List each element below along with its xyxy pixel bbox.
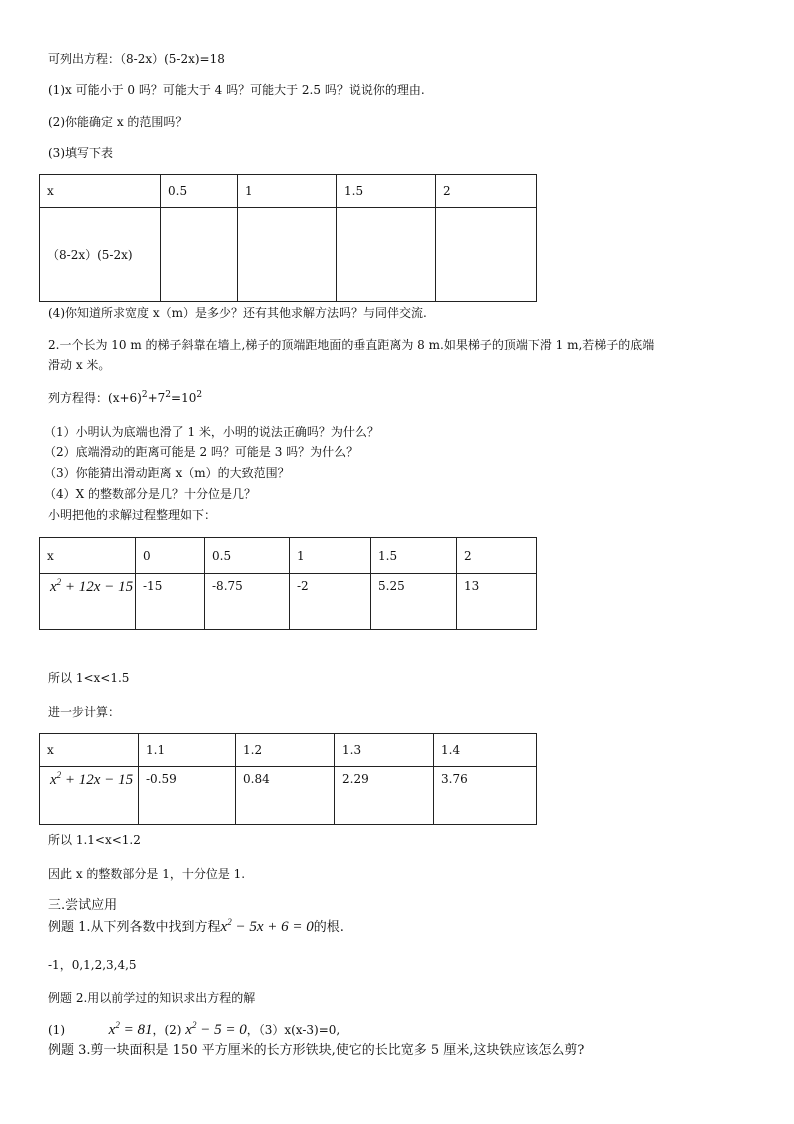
- table-value: -15: [143, 579, 163, 593]
- table-row: [40, 175, 537, 208]
- table-cell-expression: [40, 574, 136, 630]
- table-cell: [371, 574, 457, 630]
- table-cell: 0.5: [205, 538, 290, 574]
- table-row: [40, 734, 537, 767]
- question2-item-2: （2）底端滑动的距离可能是 2 吗？可能是 3 吗？为什么？: [44, 445, 359, 459]
- table-cell-expression: [40, 767, 139, 825]
- equation2-part: +7: [147, 391, 166, 405]
- equation2-exponent: 2: [165, 390, 172, 400]
- table-cell: 1.2: [236, 734, 335, 767]
- table-cell: 0.5: [161, 175, 238, 208]
- table-cell: 1: [238, 175, 337, 208]
- table-value: -2: [297, 579, 309, 593]
- expression: [50, 574, 135, 596]
- example1-eq-exponent: 2: [227, 917, 232, 927]
- table-cell: 1: [290, 538, 371, 574]
- question1-item-4: (4)你知道所求宽度 x（m）是多少？还有其他求解方法吗？与同伴交流.: [48, 306, 427, 320]
- further-calc-label: 进一步计算：: [48, 705, 121, 719]
- expression-exponent: 2: [56, 577, 62, 587]
- question2-item-1: （1）小明认为底端也滑了 1 米，小明的说法正确吗？为什么？: [44, 425, 379, 439]
- ex2-eq2-rest: − 5 = 0: [196, 1022, 247, 1038]
- expression-rest: + 12x − 15: [61, 579, 134, 595]
- table-cell: x: [40, 175, 161, 208]
- equation2-exponent: 2: [196, 390, 203, 400]
- ex2-part3: ，（3）x(x-3)=0,: [246, 1023, 341, 1037]
- table-cell: 1.5: [337, 175, 436, 208]
- question1-item-2: (2)你能确定 x 的范围吗？: [48, 115, 188, 129]
- table-row: [40, 208, 537, 302]
- equation2: [48, 390, 202, 406]
- range-result-1: 所以 1<x<1.5: [48, 671, 130, 685]
- table-value: 2.29: [342, 772, 369, 786]
- example1-prefix: 例题 1.从下列各数中找到方程: [48, 920, 221, 935]
- table-row: [40, 538, 537, 574]
- equation2-exponent: 2: [141, 390, 148, 400]
- expression-rest: + 12x − 15: [61, 772, 134, 788]
- question2-item-3: （3）你能猜出滑动距离 x（m）的大致范围？: [44, 466, 290, 480]
- table-cell: [457, 574, 537, 630]
- example1-equation: [221, 919, 314, 935]
- problem2-text-line1: 2.一个长为 10 m 的梯子斜靠在墙上,梯子的顶端距地面的垂直距离为 8 m.如果梯子的顶端下滑 1 m,若梯子的底端: [48, 338, 655, 352]
- ex2-part1-label: (1): [48, 1023, 65, 1037]
- table-cell: 0: [136, 538, 205, 574]
- question2-item-4: （4）X 的整数部分是几？十分位是几？: [44, 487, 256, 501]
- table-solution-process: [39, 537, 537, 630]
- table-cell: [335, 767, 434, 825]
- equation2-part: (x+6): [108, 391, 142, 405]
- table-row: [40, 767, 537, 825]
- table-cell-empty: [436, 208, 537, 302]
- table-cell: 2: [436, 175, 537, 208]
- conclusion: 因此 x 的整数部分是 1，十分位是 1.: [48, 867, 246, 881]
- example2-text: 例题 2.用以前学过的知识求出方程的解: [48, 991, 256, 1005]
- example1-text: [48, 919, 344, 936]
- equation2-part: =10: [171, 391, 197, 405]
- question1-item-1: (1)x 可能小于 0 吗？可能大于 4 吗？可能大于 2.5 吗？说说你的理由.: [48, 83, 425, 97]
- table-cell: x: [40, 734, 139, 767]
- table-cell: [205, 574, 290, 630]
- intro-equation: 可列出方程：（8-2x）(5-2x)=18: [48, 52, 225, 66]
- equation2-prefix: 列方程得：: [48, 391, 109, 405]
- example2-equations: [48, 1022, 340, 1038]
- ex2-part2-label: ，(2): [152, 1023, 182, 1037]
- example3-text: 例题 3.剪一块面积是 150 平方厘米的长方形铁块,使它的长比宽多 5 厘米,这块铁应该怎么剪?: [48, 1043, 585, 1058]
- table-cell: [290, 574, 371, 630]
- ex2-equation-1: [109, 1022, 153, 1038]
- table-cell: 1.1: [139, 734, 236, 767]
- table-cell: [136, 574, 205, 630]
- table-row: [40, 574, 537, 630]
- example1-suffix: 的根.: [313, 920, 344, 935]
- table-cell-empty: [337, 208, 436, 302]
- table-cell: [236, 767, 335, 825]
- table-value: 13: [464, 579, 480, 593]
- number-list: -1，0,1,2,3,4,5: [48, 958, 137, 972]
- table-fill-in: [39, 174, 537, 302]
- ex2-eq1-rest: = 81: [119, 1022, 153, 1038]
- table-value: 3.76: [441, 772, 468, 786]
- ex2-eq1-base: x: [108, 1022, 116, 1038]
- range-result-2: 所以 1.1<x<1.2: [48, 833, 141, 847]
- table-cell: [434, 767, 537, 825]
- expression-base: x: [50, 772, 57, 788]
- table-cell: 1.5: [371, 538, 457, 574]
- table-cell: x: [40, 538, 136, 574]
- table-cell-empty: [238, 208, 337, 302]
- table-value: -8.75: [212, 579, 243, 593]
- example1-eq-base: x: [220, 919, 228, 935]
- table-further-calc: [39, 733, 537, 825]
- ex2-equation-2: [185, 1022, 246, 1038]
- table-value: 5.25: [378, 579, 405, 593]
- question1-item-3: (3)填写下表: [48, 146, 113, 160]
- problem2-text-line2: 滑动 x 米。: [48, 358, 111, 372]
- table-cell: 1.4: [434, 734, 537, 767]
- table-value: 0.84: [243, 772, 270, 786]
- table-cell: 1.3: [335, 734, 434, 767]
- xiaoming-text: 小明把他的求解过程整理如下：: [48, 508, 217, 522]
- table-cell: （8-2x）(5-2x): [40, 208, 161, 302]
- example1-eq-rest: − 5x + 6 = 0: [231, 919, 314, 935]
- ex2-eq2-base: x: [185, 1022, 192, 1038]
- expression: [50, 767, 138, 789]
- expression-base: x: [50, 579, 57, 595]
- ex2-eq2-exponent: 2: [191, 1020, 197, 1030]
- ex2-eq1-exponent: 2: [115, 1020, 120, 1030]
- expression-exponent: 2: [56, 770, 62, 780]
- table-cell-empty: [161, 208, 238, 302]
- table-cell: 2: [457, 538, 537, 574]
- table-cell: [139, 767, 236, 825]
- table-value: -0.59: [146, 772, 177, 786]
- section3-title: 三.尝试应用: [48, 898, 118, 913]
